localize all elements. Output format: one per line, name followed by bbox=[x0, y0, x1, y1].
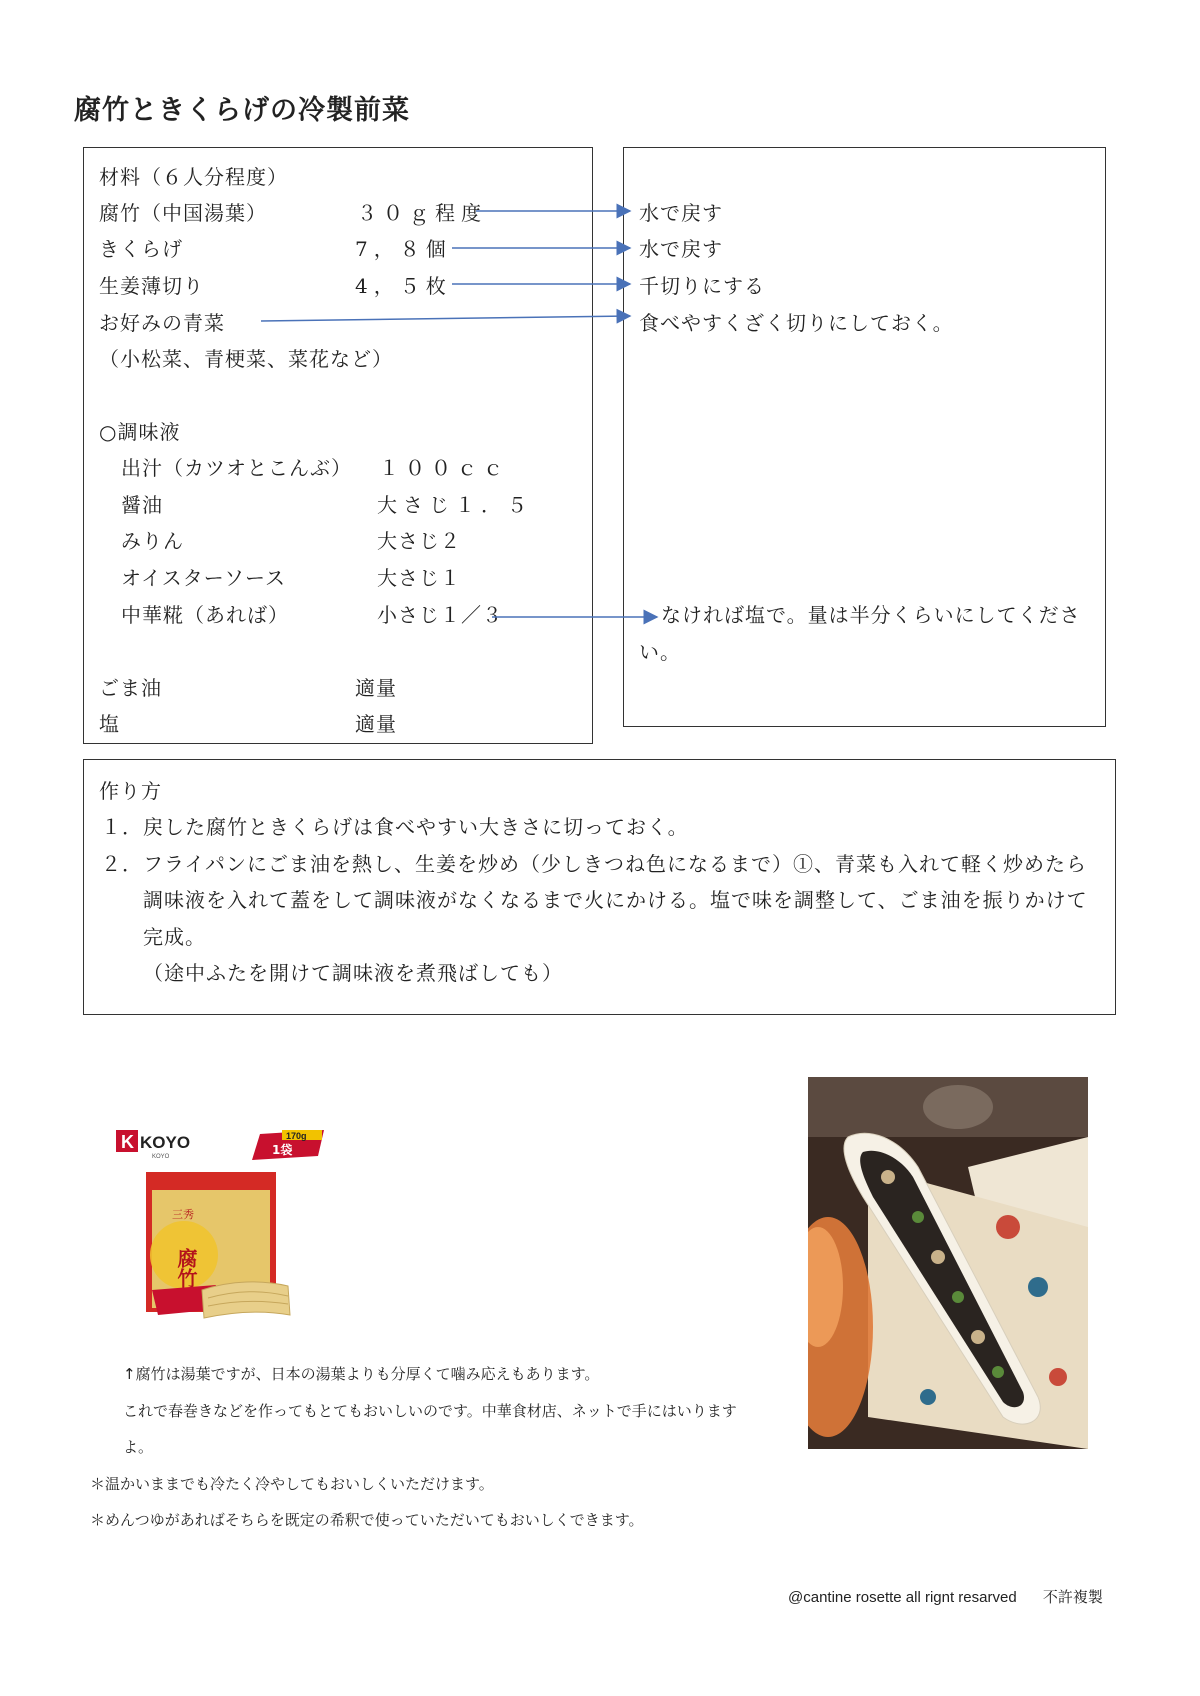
product-note: ↑腐竹は湯葉ですが、日本の湯葉よりも分厚くて噛み応えもあります。 bbox=[123, 1365, 600, 1383]
connector-arrows bbox=[0, 0, 1200, 760]
sauce-item-name: 中華糀（あれば） bbox=[121, 603, 289, 627]
prep-note: 千切りにする bbox=[639, 274, 765, 298]
step-text: 戻した腐竹ときくらげは食べやすい大きさに切っておく。 bbox=[143, 815, 689, 839]
sauce-item-qty: 大さじ１ bbox=[377, 566, 461, 590]
greens-examples: （小松菜、青梗菜、菜花など） bbox=[99, 347, 393, 371]
dish-photo bbox=[808, 1077, 1088, 1449]
sauce-item-name: 醤油 bbox=[121, 493, 163, 517]
product-note: これで春巻きなどを作ってもとてもおいしいのです。中華食材店、ネットで手にはいります bbox=[123, 1402, 737, 1420]
sauce-item-qty: 大さじ１．５ bbox=[377, 493, 533, 517]
copyright-footer bbox=[788, 1586, 1103, 1607]
step-text: フライパンにごま油を熱し、生姜を炒め（少しきつね色になるまで）①、青菜も入れて軽く炒めたら bbox=[143, 852, 1087, 876]
sauce-item-qty: １００ｃｃ bbox=[379, 456, 509, 480]
svg-text:K: K bbox=[121, 1132, 134, 1152]
sauce-item-name: みりん bbox=[121, 529, 184, 553]
count-label: 1袋 bbox=[272, 1143, 293, 1157]
ingredient-qty: 4，５枚 bbox=[355, 274, 452, 298]
copyright-text: @cantine rosette all rignt resarved bbox=[788, 1589, 1017, 1606]
extra-name: ごま油 bbox=[99, 676, 162, 700]
page-title: 腐竹ときくらげの冷製前菜 bbox=[74, 95, 410, 126]
package-top-text: 三秀 bbox=[172, 1208, 194, 1221]
sauce-note-cont: い。 bbox=[639, 640, 681, 664]
sauce-item-qty: 大さじ２ bbox=[377, 529, 461, 553]
ingredient-qty: ３０ｇ程度 bbox=[357, 201, 487, 225]
prep-note: 食べやすくざく切りにしておく。 bbox=[639, 311, 954, 335]
method-header: 作り方 bbox=[99, 779, 162, 803]
step-text: 完成。 bbox=[143, 925, 206, 949]
extra-qty: 適量 bbox=[355, 676, 397, 700]
product-note: よ。 bbox=[123, 1438, 154, 1456]
weight-label: 170g bbox=[286, 1131, 307, 1141]
sauce-note: なければ塩で。量は半分くらいにしてくださ bbox=[661, 603, 1081, 627]
ingredients-header: 材料（６人分程度） bbox=[99, 165, 288, 189]
package-name: 腐竹 bbox=[174, 1248, 198, 1288]
ingredient-qty: 7，８個 bbox=[355, 237, 452, 261]
ingredient-name: 生姜薄切り bbox=[99, 274, 204, 298]
prep-note: 水で戻す bbox=[639, 201, 723, 225]
prep-note: 水で戻す bbox=[639, 237, 723, 261]
extra-qty: 適量 bbox=[355, 712, 397, 736]
ingredient-name: きくらげ bbox=[99, 237, 183, 261]
step-text: 調味液を入れて蓋をして調味液がなくなるまで火にかける。塩で味を調整して、ごま油を振りかけて bbox=[143, 888, 1088, 912]
product-image bbox=[112, 1120, 327, 1330]
brand-logo-small: KOYO bbox=[152, 1154, 170, 1160]
sauce-header: ○調味液 bbox=[99, 420, 181, 444]
ingredient-name: 腐竹（中国湯葉） bbox=[99, 201, 267, 225]
arrow-line bbox=[261, 316, 630, 321]
sauce-item-name: オイスターソース bbox=[121, 566, 286, 590]
sauce-item-qty: 小さじ１／３ bbox=[377, 603, 503, 627]
extra-name: 塩 bbox=[99, 712, 120, 736]
step-number: １． bbox=[101, 815, 143, 839]
brand-logo: KOYO bbox=[140, 1133, 191, 1152]
sauce-item-name: 出汁（カツオとこんぶ） bbox=[121, 456, 352, 480]
ingredient-name: お好みの青菜 bbox=[99, 311, 225, 335]
tip-note: ＊温かいままでも冷たく冷やしてもおいしくいただけます。 bbox=[90, 1475, 494, 1493]
step-note: （途中ふたを開けて調味液を煮飛ばしても） bbox=[143, 961, 563, 985]
no-copy-text: 不許複製 bbox=[1042, 1588, 1103, 1606]
step-number: ２． bbox=[101, 852, 143, 876]
tip-note: ＊めんつゆがあればそちらを既定の希釈で使っていただいてもおいしくできます。 bbox=[90, 1511, 644, 1529]
